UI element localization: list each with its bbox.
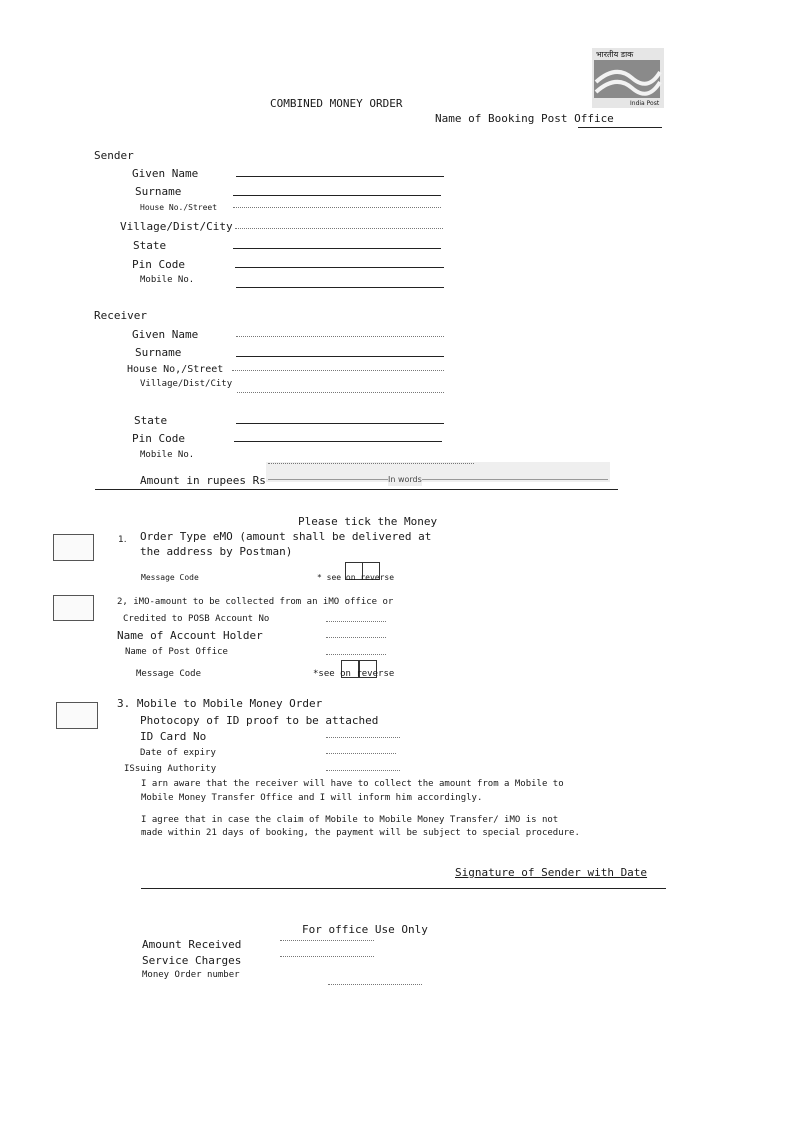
receiver-village-label: Village/Dist/City [140,379,233,389]
office-mo-number-field[interactable] [328,984,422,985]
office-mo-number-label: Money Order number [142,970,240,980]
sender-surname-label: Surname [135,185,182,198]
receiver-house-label: House No,/Street [127,364,224,375]
receiver-state-field[interactable] [236,423,444,424]
receiver-house-field[interactable] [232,370,444,371]
option3-id-card-label: ID Card No [140,730,207,743]
sender-given-name-field[interactable] [236,176,444,177]
sender-village-label: Village/Dist/City [120,220,233,233]
tick-heading: Please tick the Money [298,515,438,528]
option1-see-reverse: * see on reverse [317,573,395,582]
option1-line2: the address by Postman) [140,545,293,558]
receiver-given-name-label: Given Name [132,328,199,341]
receiver-pin-label: Pin Code [132,432,185,445]
option3-line1: 3. Mobile to Mobile Money Order [117,697,323,710]
option2-holder-label: Name of Account Holder [117,629,263,642]
option3-id-card-field[interactable] [326,737,400,738]
option2-post-office-field[interactable] [326,654,386,655]
booking-office-label: Name of Booking Post Office [435,112,614,125]
signature-line[interactable] [141,888,666,889]
option3-photocopy: Photocopy of ID proof to be attached [140,714,379,727]
office-heading: For office Use Only [302,923,428,936]
option3-authority-field[interactable] [326,770,400,771]
office-service-charges-field[interactable] [280,956,374,957]
india-post-logo [592,48,664,108]
option1-line1: Order Type eMO (amount shall be delivered at [140,530,432,543]
option3-agree-line2: made within 21 days of booking, the payment will be subject to special procedure. [141,828,580,838]
sender-heading: Sender [94,149,134,162]
office-amount-received-label: Amount Received [142,938,242,951]
sender-house-label: House No./Street [140,203,218,212]
logo-top-text: भारतीय डाक [596,50,634,59]
option2-posb-label: Credited to POSB Account No [123,614,270,624]
receiver-surname-label: Surname [135,346,182,359]
receiver-state-label: State [134,414,168,427]
sender-mobile-field[interactable] [236,287,444,288]
option3-expiry-label: Date of expiry [140,748,216,758]
logo-bottom-text: India Post [630,100,660,107]
receiver-surname-field[interactable] [236,356,444,357]
receiver-heading: Receiver [94,309,147,322]
sender-pin-label: Pin Code [132,258,185,271]
option1-number: 1. [118,535,127,545]
option2-see-reverse: *see on reverse [313,669,395,679]
form-title: COMBINED MONEY ORDER [270,97,403,110]
option3-checkbox[interactable] [56,702,98,729]
sender-state-label: State [133,239,167,252]
sender-mobile-label: Mobile No. [140,275,195,285]
option1-checkbox[interactable] [53,534,94,561]
option2-checkbox[interactable] [53,595,94,621]
option2-message-code-label: Message Code [136,669,202,679]
signature-label: Signature of Sender with Date [455,866,648,879]
office-amount-received-field[interactable] [280,940,374,941]
receiver-given-name-field[interactable] [236,336,444,337]
office-service-charges-label: Service Charges [142,954,242,967]
option2-holder-field[interactable] [326,637,386,638]
sender-state-field[interactable] [233,248,441,249]
option2-posb-field[interactable] [326,621,386,622]
booking-office-field[interactable] [578,127,662,128]
option3-aware-line1: I arn aware that the receiver will have to collect the amount from a Mobile to [141,779,564,789]
sender-village-field[interactable] [235,228,443,229]
sender-given-name-label: Given Name [132,167,199,180]
receiver-village-field[interactable] [237,392,444,393]
option3-aware-line2: Mobile Money Transfer Office and I will inform him accordingly. [141,793,483,803]
amount-field[interactable] [268,479,608,480]
sender-pin-field[interactable] [235,267,444,268]
section-divider [95,489,618,490]
sender-surname-field[interactable] [233,195,441,196]
option2-post-office-label: Name of Post Office [125,647,228,657]
receiver-pin-field[interactable] [234,441,442,442]
amount-top-dotted [268,463,474,464]
amount-words-label: In words [388,475,422,484]
amount-label: Amount in rupees Rs [140,474,266,487]
option2-line1: 2, iMO-amount to be collected from an iMO office or [117,597,394,607]
sender-house-field[interactable] [233,207,441,208]
option3-agree-line1: I agree that in case the claim of Mobile to Mobile Money Transfer/ iMO is not [141,815,559,825]
receiver-mobile-label: Mobile No. [140,450,195,460]
option3-expiry-field[interactable] [326,753,396,754]
option1-message-code-label: Message Code [141,573,199,582]
option3-authority-label: ISsuing Authority [124,764,217,774]
